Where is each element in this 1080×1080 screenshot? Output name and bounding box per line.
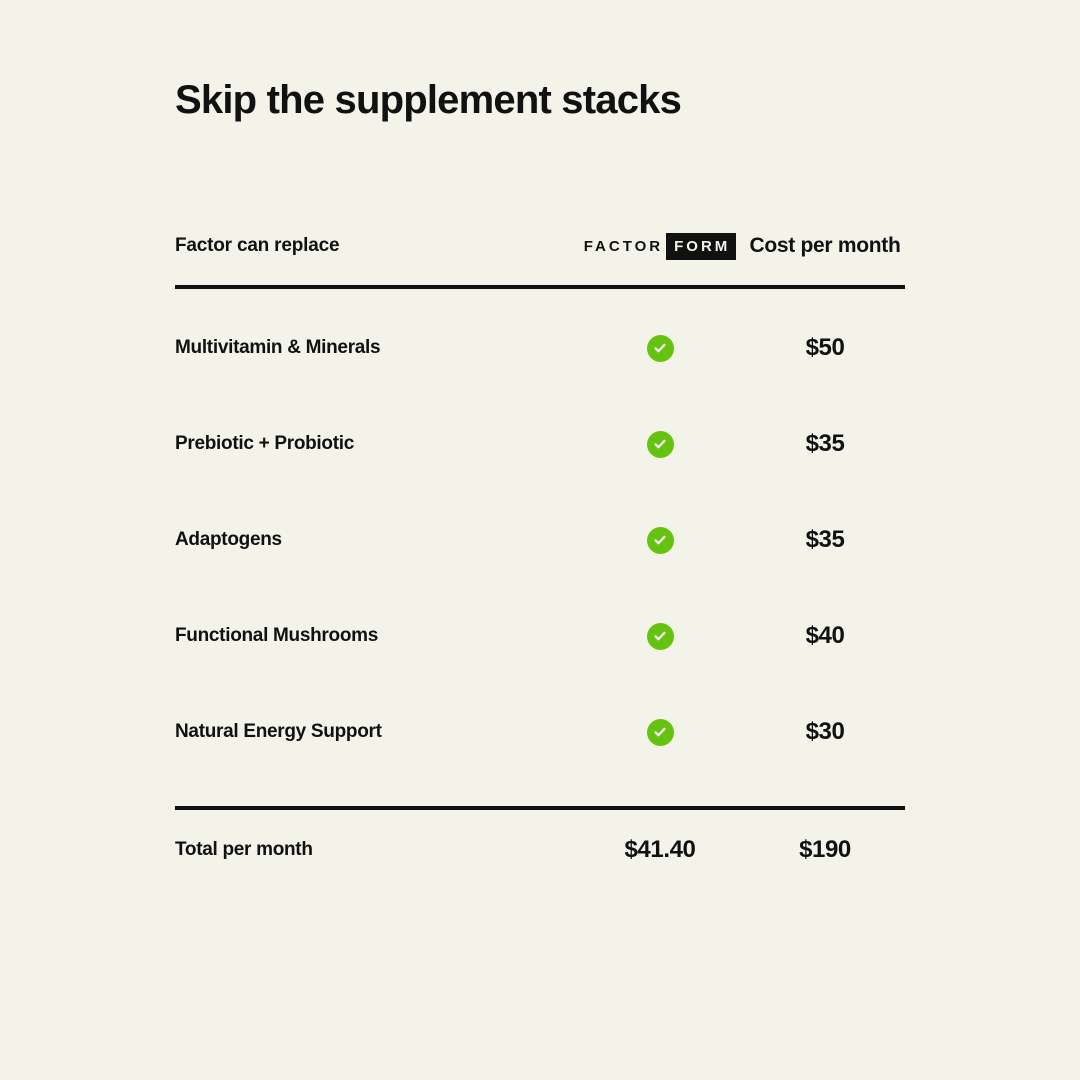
header-cell-name	[175, 235, 575, 257]
total-label-cell	[175, 839, 575, 861]
header-label-cost: Cost per month	[749, 233, 901, 257]
item-label: Functional Mushrooms	[175, 625, 379, 646]
total-label: Total per month	[175, 839, 313, 860]
row-included-cell	[575, 527, 745, 554]
row-cost-cell	[745, 718, 905, 746]
comparison-table	[175, 205, 905, 287]
row-included-cell	[575, 719, 745, 746]
row-included-cell	[575, 431, 745, 458]
row-name-cell	[175, 337, 575, 359]
item-cost: $30	[805, 718, 845, 745]
row-included-cell	[575, 335, 745, 362]
page-title: Skip the supplement stacks	[175, 78, 682, 122]
check-icon	[647, 335, 674, 362]
row-name-cell	[175, 625, 575, 647]
check-icon	[647, 623, 674, 650]
item-cost: $35	[805, 430, 845, 457]
item-label: Multivitamin & Minerals	[175, 337, 381, 358]
check-icon	[647, 431, 674, 458]
row-cost-cell	[745, 526, 905, 554]
row-cost-cell	[745, 334, 905, 362]
row-cost-cell	[745, 430, 905, 458]
header-cell-cost	[745, 233, 905, 259]
row-cost-cell	[745, 622, 905, 650]
logo-text-form: FORM	[666, 233, 736, 260]
item-cost: $50	[805, 334, 845, 361]
table-row	[175, 300, 905, 396]
total-brand-value: $41.40	[624, 836, 696, 863]
item-cost: $40	[805, 622, 845, 649]
row-name-cell	[175, 529, 575, 551]
header-label-replace: Factor can replace	[175, 235, 340, 256]
table-row	[175, 588, 905, 684]
header-cell-brand	[575, 233, 745, 260]
item-label: Natural Energy Support	[175, 721, 382, 742]
total-cost-cell	[745, 836, 905, 864]
logo-text-factor: FACTOR	[583, 237, 664, 255]
item-label: Prebiotic + Probiotic	[175, 433, 354, 454]
check-icon	[647, 719, 674, 746]
total-cost-value: $190	[799, 836, 851, 863]
table-body	[175, 300, 905, 780]
item-cost: $35	[805, 526, 845, 553]
table-row	[175, 684, 905, 780]
table-total-row	[175, 826, 905, 874]
total-divider	[175, 806, 905, 810]
row-name-cell	[175, 721, 575, 743]
table-header-row	[175, 205, 905, 287]
check-icon	[647, 527, 674, 554]
factorform-logo	[584, 233, 737, 260]
item-label: Adaptogens	[175, 529, 282, 550]
header-divider	[175, 285, 905, 289]
total-brand-cell	[575, 836, 745, 864]
table-row	[175, 396, 905, 492]
row-included-cell	[575, 623, 745, 650]
row-name-cell	[175, 433, 575, 455]
table-row	[175, 492, 905, 588]
